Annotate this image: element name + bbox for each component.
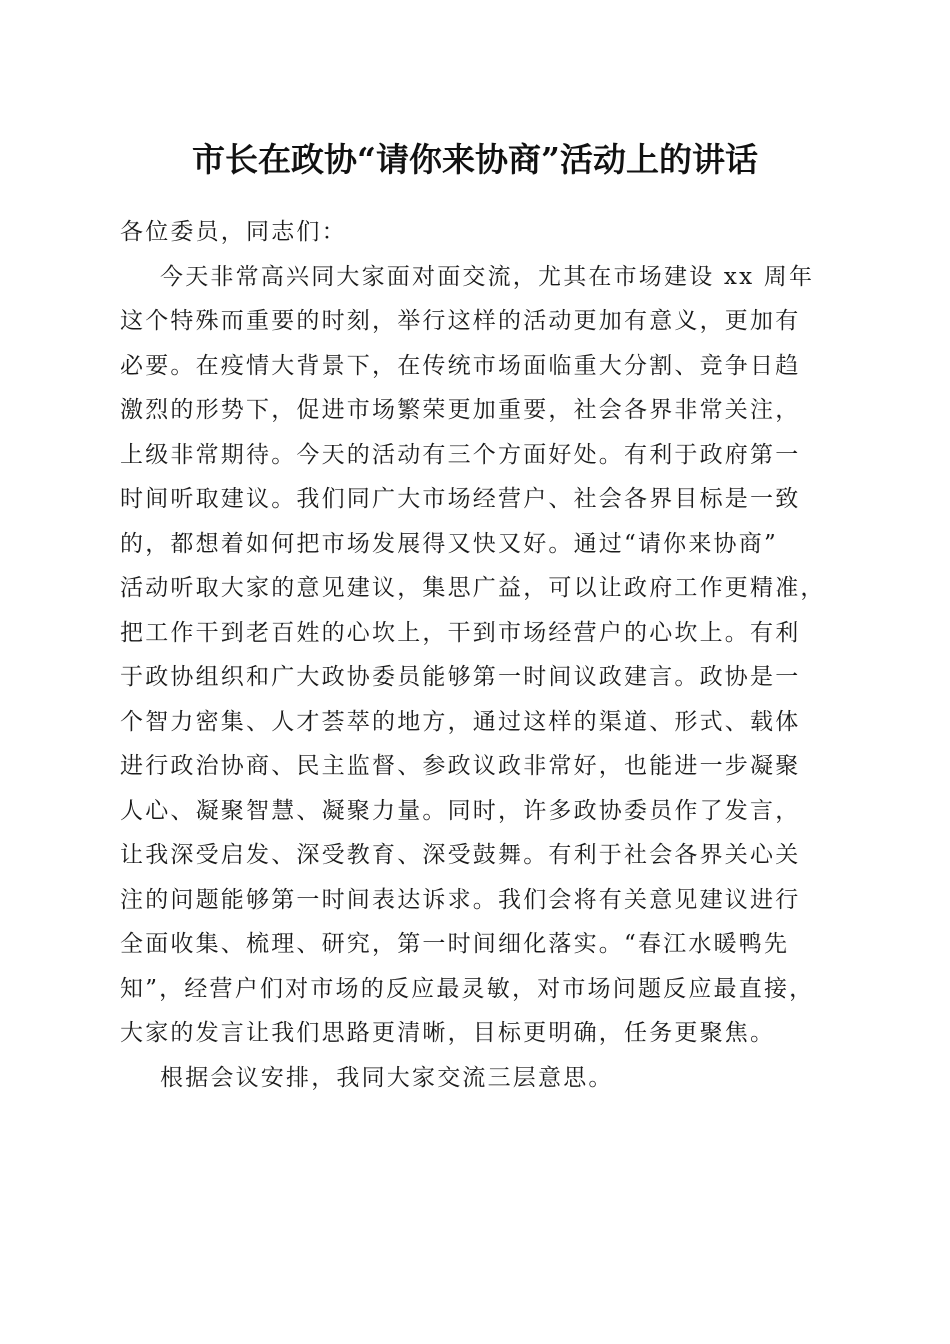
paragraph-line: 知”，经营户们对市场的反应最灵敏，对市场问题反应最直接， [120, 975, 815, 1002]
paragraph-line: 时间听取建议。我们同广大市场经营户、社会各界目标是一致 [120, 486, 801, 512]
paragraph-1 [120, 255, 836, 1056]
paragraph-line: 必要。在疫情大背景下，在传统市场面临重大分割、竞争日趋 [120, 352, 801, 379]
paragraph-line: 今天非常高兴同大家面对面交流，尤其在市场建设 xx 周年 [160, 263, 815, 290]
paragraph-line: 个智力密集、人才荟萃的地方，通过这样的渠道、形式、载体 [120, 708, 801, 735]
salutation: 各位委员，同志们： [120, 219, 347, 245]
paragraph-line: 激烈的形势下，促进市场繁荣更加重要，社会各界非常关注， [120, 397, 801, 423]
paragraph-line: 注的问题能够第一时间表达诉求。我们会将有关意见建议进行 [120, 886, 801, 913]
paragraph-line: 活动听取大家的意见建议，集思广益，可以让政府工作更精准， [120, 575, 826, 601]
paragraph-line: 上级非常期待。今天的活动有三个方面好处。有利于政府第一 [120, 441, 801, 468]
paragraph-line: 进行政治协商、民主监督、参政议政非常好，也能进一步凝聚 [120, 753, 801, 779]
document-title: 市长在政协“请你来协商”活动上的讲话 [192, 140, 758, 179]
paragraph-line: 让我深受启发、深受教育、深受鼓舞。有利于社会各界关心关 [120, 842, 801, 868]
closing-paragraph: 根据会议安排，我同大家交流三层意思。 [160, 1064, 614, 1091]
paragraph-line: 人心、凝聚智慧、凝聚力量。同时，许多政协委员作了发言， [120, 797, 801, 824]
paragraph-line: 于政协组织和广大政协委员能够第一时间议政建言。政协是一 [120, 664, 801, 690]
paragraph-line: 的，都想着如何把市场发展得又快又好。通过“请你来协商” [120, 530, 778, 557]
paragraph-line: 大家的发言让我们思路更清晰，目标更明确，任务更聚焦。 [120, 1020, 776, 1046]
paragraph-line: 全面收集、梳理、研究，第一时间细化落实。“春江水暖鸭先 [120, 931, 790, 957]
paragraph-line: 这个特殊而重要的时刻，举行这样的活动更加有意义，更加有 [120, 308, 801, 334]
paragraph-line: 把工作干到老百姓的心坎上，干到市场经营户的心坎上。有利 [120, 619, 801, 646]
document-body [120, 210, 836, 1100]
